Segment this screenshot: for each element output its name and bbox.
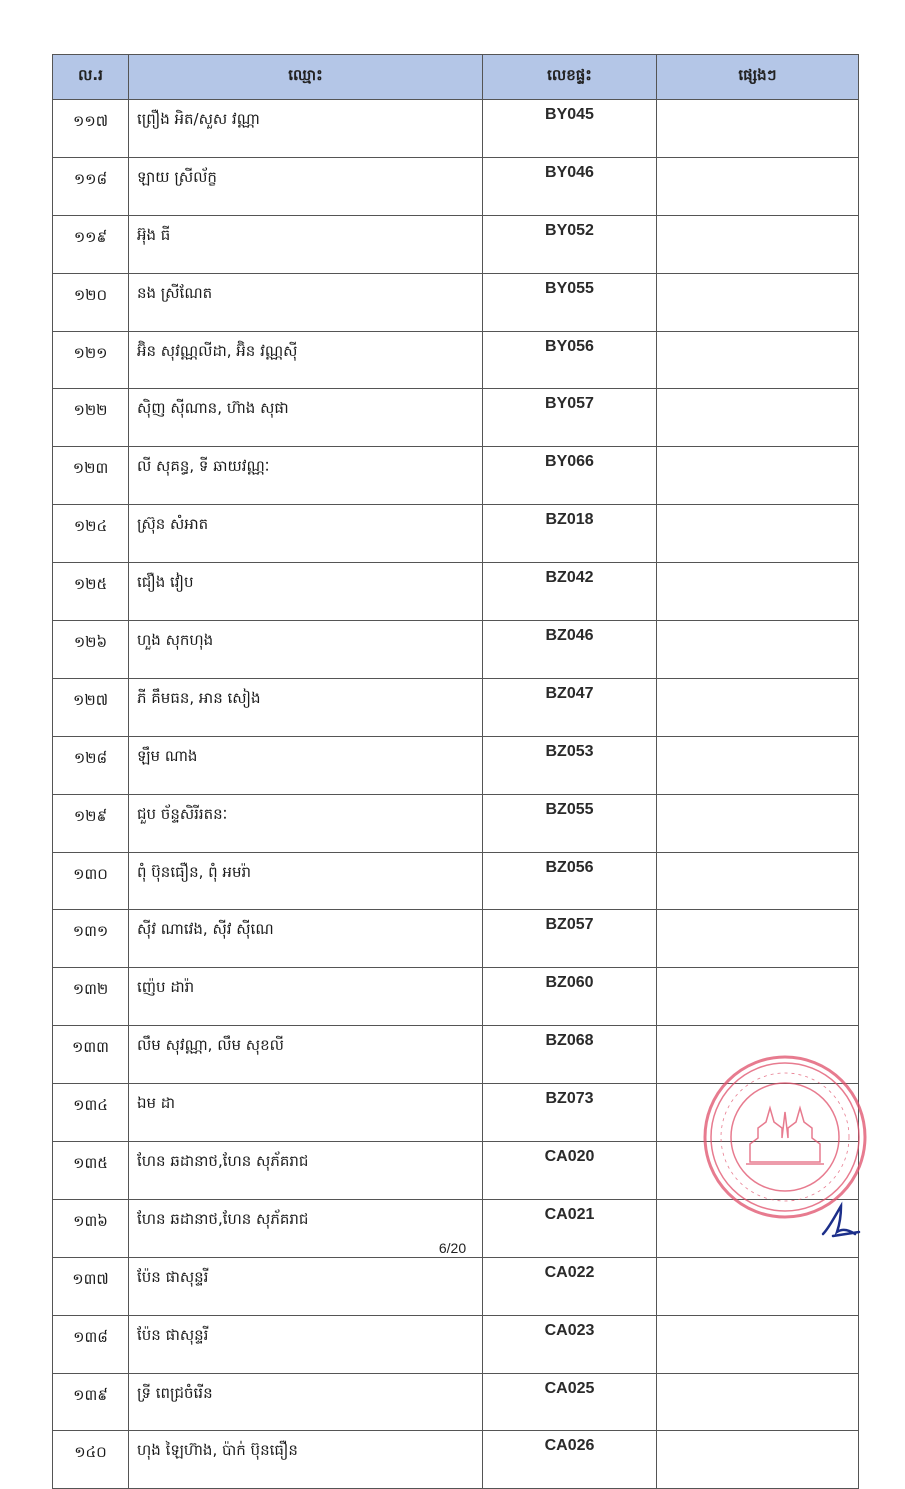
- row-name-cell: ស៊្រុន សំអាត: [129, 505, 483, 563]
- row-other-cell: [657, 331, 859, 389]
- table-container: [52, 54, 858, 1489]
- table-row: [53, 621, 859, 679]
- header-other: ផ្សេងៗ: [657, 55, 859, 100]
- row-house-number-cell: BZ057: [483, 910, 657, 968]
- row-house-number-cell: BZ073: [483, 1084, 657, 1142]
- row-name-cell: ញ៉េប ដារ៉ា: [129, 968, 483, 1026]
- row-house-number-cell: BZ046: [483, 621, 657, 679]
- row-number-cell: ១៣៨: [53, 1315, 129, 1373]
- row-number-cell: ១២៩: [53, 794, 129, 852]
- row-other-cell: [657, 157, 859, 215]
- row-house-number-cell: BY066: [483, 447, 657, 505]
- row-name-cell: ឡឹម ណាង: [129, 736, 483, 794]
- row-name-cell: ជឿង វៀប: [129, 563, 483, 621]
- row-name-cell: លឹម សុវណ្ណា, លឹម សុខលី: [129, 1026, 483, 1084]
- table-header: [53, 55, 859, 100]
- row-name-cell: ឯម ដា: [129, 1084, 483, 1142]
- row-other-cell: [657, 389, 859, 447]
- table-row: [53, 1257, 859, 1315]
- official-seal-icon: [700, 1052, 870, 1222]
- row-number-cell: ១៣២: [53, 968, 129, 1026]
- row-name-cell: ស៊ីវ ណាវេង, ស៊ីវ ស៊ីណេ: [129, 910, 483, 968]
- row-house-number-cell: CA023: [483, 1315, 657, 1373]
- row-name-cell: អ៊ិន សុវណ្ណលីដា, អ៊ិន វណ្ណស៊ី: [129, 331, 483, 389]
- row-number-cell: ១២៦: [53, 621, 129, 679]
- row-other-cell: [657, 621, 859, 679]
- table-row: [53, 678, 859, 736]
- row-name-cell: អ៊ុង ធី: [129, 215, 483, 273]
- row-number-cell: ១២៤: [53, 505, 129, 563]
- row-house-number-cell: BZ047: [483, 678, 657, 736]
- row-name-cell: ពុំ ប៊ុនធឿន, ពុំ អមរ៉ា: [129, 852, 483, 910]
- row-other-cell: [657, 794, 859, 852]
- row-other-cell: [657, 100, 859, 158]
- table-row: [53, 157, 859, 215]
- row-number-cell: ១២៥: [53, 563, 129, 621]
- row-house-number-cell: CA022: [483, 1257, 657, 1315]
- table-row: [53, 736, 859, 794]
- row-number-cell: ១៣៥: [53, 1142, 129, 1200]
- row-other-cell: [657, 736, 859, 794]
- row-name-cell: ទ្រី ពេជ្រចំរើន: [129, 1373, 483, 1431]
- row-name-cell: ស៊ិញ ស៊ីណាន, ហ៊ាង សុផា: [129, 389, 483, 447]
- row-house-number-cell: BZ060: [483, 968, 657, 1026]
- table-row: [53, 794, 859, 852]
- row-number-cell: ១៣៦: [53, 1199, 129, 1257]
- row-other-cell: [657, 968, 859, 1026]
- table-row: [53, 389, 859, 447]
- row-name-cell: ហែន ឆដានាថ,ហែន សុភ័គរាជ: [129, 1142, 483, 1200]
- row-house-number-cell: BZ055: [483, 794, 657, 852]
- row-number-cell: ១៣៩: [53, 1373, 129, 1431]
- signature-icon: [815, 1200, 865, 1240]
- row-name-cell: ព្រឿង អិត/សួស វណ្ណា: [129, 100, 483, 158]
- row-number-cell: ១៣៧: [53, 1257, 129, 1315]
- row-name-cell: ហួង សុកហុង: [129, 621, 483, 679]
- row-house-number-cell: BZ053: [483, 736, 657, 794]
- row-number-cell: ១២១: [53, 331, 129, 389]
- row-other-cell: [657, 1431, 859, 1489]
- row-house-number-cell: BZ056: [483, 852, 657, 910]
- table-row: [53, 447, 859, 505]
- row-name-cell: លី សុគន្ធ, ទី ឆាយវណ្ណៈ: [129, 447, 483, 505]
- row-number-cell: ១៣០: [53, 852, 129, 910]
- row-number-cell: ១៤០: [53, 1431, 129, 1489]
- row-other-cell: [657, 852, 859, 910]
- row-house-number-cell: BZ068: [483, 1026, 657, 1084]
- row-name-cell: ហុង ឡៃហ៊ាង, ប៉ាក់ ប៊ុនធឿន: [129, 1431, 483, 1489]
- row-other-cell: [657, 1373, 859, 1431]
- row-house-number-cell: BY045: [483, 100, 657, 158]
- row-house-number-cell: BY052: [483, 215, 657, 273]
- row-name-cell: ជួប ច័ន្ទសិរីរតនៈ: [129, 794, 483, 852]
- row-number-cell: ១៣១: [53, 910, 129, 968]
- row-other-cell: [657, 273, 859, 331]
- row-other-cell: [657, 215, 859, 273]
- table-row: [53, 1315, 859, 1373]
- row-number-cell: ១២៣: [53, 447, 129, 505]
- row-house-number-cell: CA025: [483, 1373, 657, 1431]
- row-name-cell: ហែន ឆដានាថ,ហែន សុភ័គរាជ: [129, 1199, 483, 1257]
- table-row: [53, 968, 859, 1026]
- header-number: ល.រ: [53, 55, 129, 100]
- header-row: [53, 55, 859, 100]
- table-row: [53, 852, 859, 910]
- row-other-cell: [657, 1315, 859, 1373]
- row-house-number-cell: BY056: [483, 331, 657, 389]
- row-number-cell: ១៣៣: [53, 1026, 129, 1084]
- row-number-cell: ១២២: [53, 389, 129, 447]
- row-number-cell: ១៣៤: [53, 1084, 129, 1142]
- row-number-cell: ១១៨: [53, 157, 129, 215]
- row-house-number-cell: BZ018: [483, 505, 657, 563]
- row-house-number-cell: BZ042: [483, 563, 657, 621]
- table-row: [53, 1431, 859, 1489]
- row-name-cell: ប៉ែន ផាសុន្ទរី: [129, 1257, 483, 1315]
- row-other-cell: [657, 1257, 859, 1315]
- row-house-number-cell: BY055: [483, 273, 657, 331]
- row-number-cell: ១២០: [53, 273, 129, 331]
- row-number-cell: ១២៧: [53, 678, 129, 736]
- table-row: [53, 910, 859, 968]
- header-name: ឈ្មោះ: [129, 55, 483, 100]
- table-row: [53, 100, 859, 158]
- row-other-cell: [657, 563, 859, 621]
- row-house-number-cell: BY057: [483, 389, 657, 447]
- table-row: [53, 273, 859, 331]
- page-number: 6/20: [438, 1240, 467, 1256]
- table-row: [53, 563, 859, 621]
- table-body: [53, 100, 859, 1489]
- row-name-cell: នង ស្រីណែត: [129, 273, 483, 331]
- row-other-cell: [657, 678, 859, 736]
- row-house-number-cell: CA021: [483, 1199, 657, 1257]
- table-row: [53, 505, 859, 563]
- row-house-number-cell: BY046: [483, 157, 657, 215]
- row-other-cell: [657, 505, 859, 563]
- row-name-cell: ប៉ែន ផាសុន្ទរី: [129, 1315, 483, 1373]
- row-other-cell: [657, 910, 859, 968]
- row-number-cell: ១១៩: [53, 215, 129, 273]
- row-other-cell: [657, 447, 859, 505]
- row-number-cell: ១២៨: [53, 736, 129, 794]
- table-row: [53, 215, 859, 273]
- row-number-cell: ១១៧: [53, 100, 129, 158]
- row-name-cell: ភី គឹមធន, អាន សៀង: [129, 678, 483, 736]
- row-house-number-cell: CA020: [483, 1142, 657, 1200]
- header-house-number: លេខផ្ទះ: [483, 55, 657, 100]
- table-row: [53, 331, 859, 389]
- table-row: [53, 1373, 859, 1431]
- row-name-cell: ឡាយ ស្រីល័ក្ខ: [129, 157, 483, 215]
- row-house-number-cell: CA026: [483, 1431, 657, 1489]
- house-list-table: [52, 54, 859, 1489]
